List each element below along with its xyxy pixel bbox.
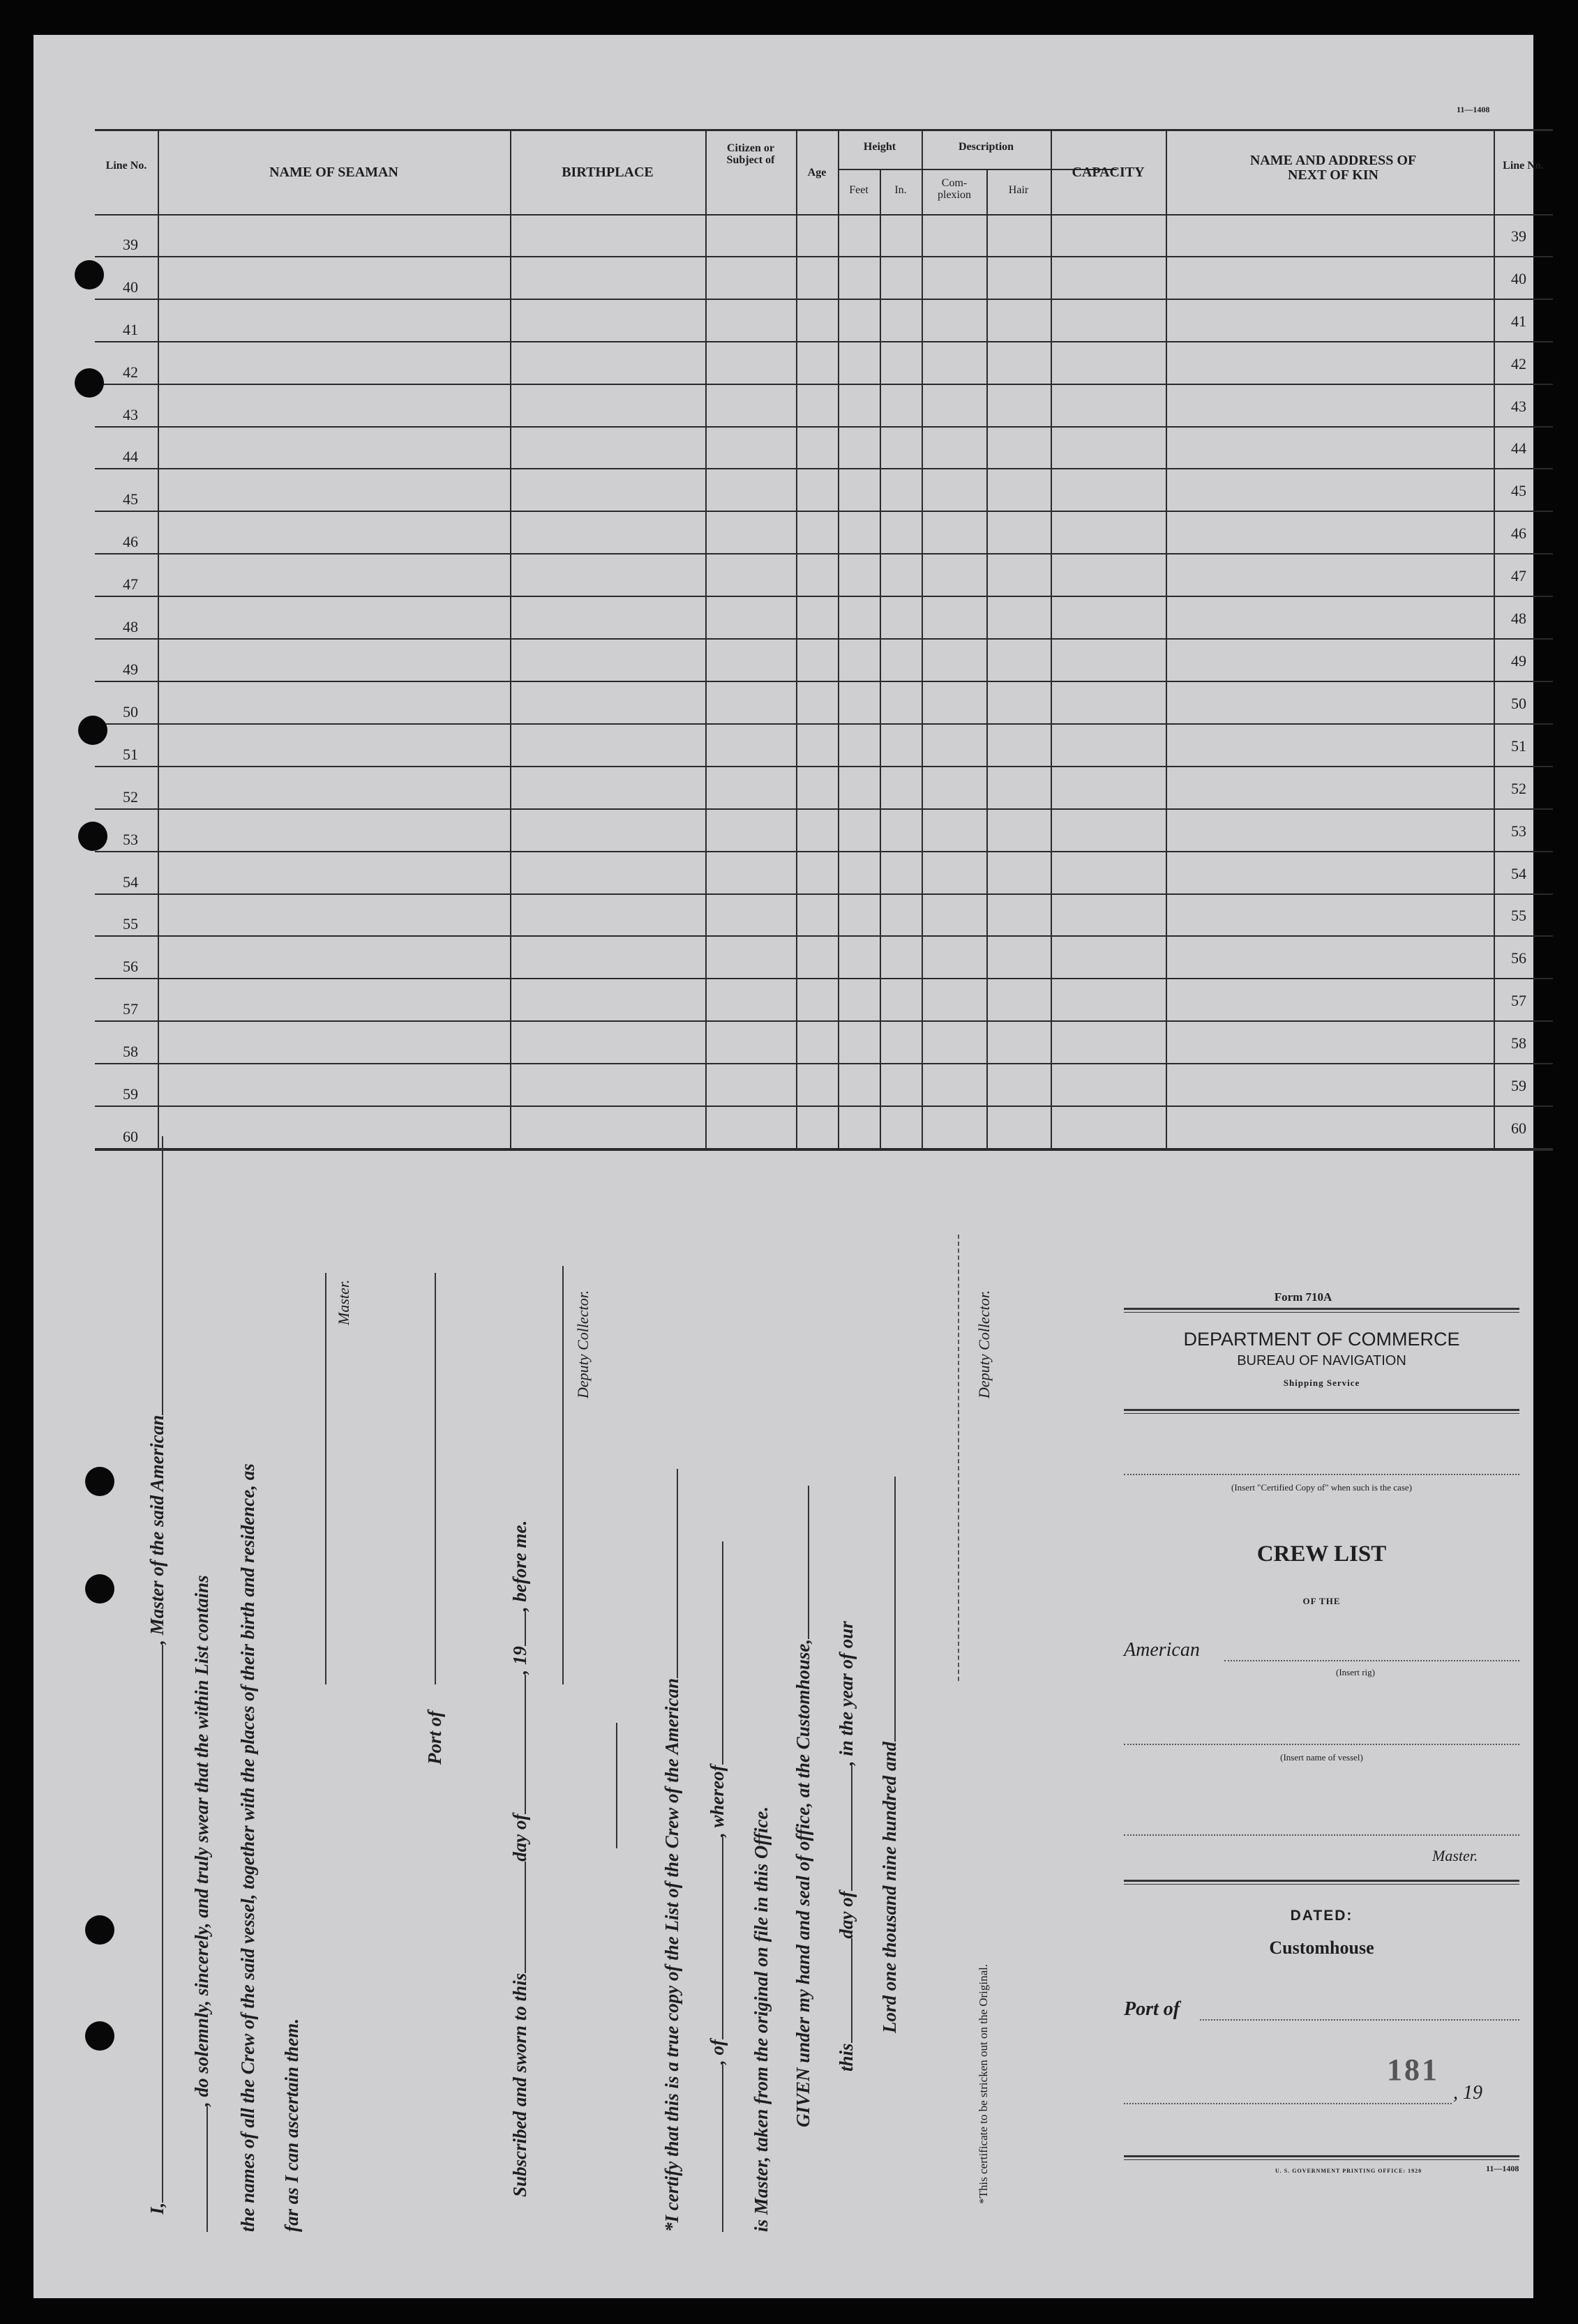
header-complexion: Com- plexion [938,177,971,201]
row-number-right: 47 [1511,567,1526,585]
vessel-name-blank[interactable] [1124,1744,1519,1745]
cert-master-blank[interactable] [722,1542,723,1765]
table-row [95,1106,1553,1107]
row-number-left: 44 [123,448,138,466]
row-number-left: 54 [123,873,138,891]
oath-line-1 [146,1136,168,2214]
form-number-top: 11—1408 [1457,105,1490,114]
vessel-name-blank[interactable] [206,2106,208,2232]
row-number-left: 46 [123,533,138,551]
cover-rule-mid [1124,1409,1519,1411]
cover-rule-lower-2 [1124,1884,1519,1885]
header-next-of-kin: NAME AND ADDRESS OF NEXT OF KIN [1249,153,1417,183]
cert-customhouse-blank[interactable] [808,1486,809,1639]
header-feet: Feet [849,184,869,196]
col-line [158,129,159,1151]
gpo-imprint: U. S. GOVERNMENT PRINTING OFFICE: 1920 [1275,2168,1422,2174]
cert-line-1 [661,1469,683,2232]
row-number-right: 51 [1511,737,1526,755]
subscribed-dayof: day of [509,1813,530,1862]
cover-rule-lower [1124,1880,1519,1882]
binder-hole [75,260,104,289]
table-row [95,299,1553,300]
cert-text-1: *I certify that this is a true copy of the List of the Crew of the American [661,1678,682,2232]
table-row [95,511,1553,512]
subscribed-text: Subscribed and sworn to this [509,1972,530,2197]
cert-year-of-our: , in the year of our [836,1621,857,1766]
cover-port-blank[interactable] [1200,2019,1519,2021]
row-number-left: 42 [123,363,138,381]
cover-port-of-label: Port of [1124,1998,1180,2020]
row-number-right: 54 [1511,864,1526,882]
table-row [95,341,1553,342]
table-row [95,681,1553,682]
port-of-label: Port of [424,1710,445,1765]
table-row [95,638,1553,640]
table-row [95,978,1553,979]
cert-vessel-blank[interactable] [677,1469,678,1678]
row-number-right: 55 [1511,907,1526,925]
row-number-left: 59 [123,1085,138,1103]
cert-rig-blank[interactable] [722,2065,723,2232]
binder-hole [85,1915,114,1945]
header-name-of-seaman: NAME OF SEAMAN [269,165,398,180]
binder-hole [78,716,107,745]
section-divider [616,1723,617,1848]
table-header-rule [95,214,1553,216]
table-row [95,1020,1553,1022]
row-number-left: 60 [123,1128,138,1145]
row-number-right: 60 [1511,1119,1526,1137]
deputy-collector-1: Deputy Collector. [574,1290,592,1398]
subscribed-19: , 19 [509,1646,530,1675]
table-row [95,935,1553,937]
row-number-left: 57 [123,1000,138,1018]
oath-i: I, [146,2202,167,2214]
col-line [986,169,988,1151]
row-number-right: 58 [1511,1034,1526,1052]
binder-hole [85,1574,114,1604]
cert-footnote: *This certificate to be stricken out on the Original. [977,1963,990,2204]
table-row [95,256,1553,257]
handwritten-stamp: 181 [1387,2053,1439,2087]
subscribed-sworn [509,1521,531,2197]
master-signature-line[interactable] [325,1273,326,1684]
header-inches: In. [894,184,907,196]
row-number-right: 53 [1511,822,1526,840]
cert-year-blank[interactable] [894,1477,896,1742]
row-number-left: 50 [123,702,138,720]
cover-rule-top-2 [1124,1312,1519,1313]
row-number-left: 53 [123,830,138,848]
cover-rule-bottom [1124,2155,1519,2157]
table-row [95,808,1553,810]
cert-line-3: is Master, taken from the original on file in this Office. [751,1806,772,2232]
row-number-right: 59 [1511,1077,1526,1095]
table-row [95,426,1553,428]
row-number-right: 43 [1511,397,1526,415]
header-height: Height [863,141,896,153]
cover-rule-top [1124,1308,1519,1310]
row-number-right: 57 [1511,992,1526,1010]
form-number-bottom: 11—1408 [1486,2164,1519,2173]
row-number-left: 55 [123,915,138,933]
bureau-of-navigation: BUREAU OF NAVIGATION [1237,1353,1406,1368]
deputy-collector-2: Deputy Collector. [975,1290,993,1398]
row-number-left: 47 [123,575,138,594]
header-birthplace: BIRTHPLACE [562,165,654,180]
cert-month-blank[interactable] [851,1765,852,1891]
form-number: Form 710A [1274,1290,1332,1304]
table-row [95,1063,1553,1064]
table-row [95,1148,1553,1149]
row-number-left: 56 [123,958,138,976]
oath-line-2 [191,1575,213,2232]
table-row [95,893,1553,895]
row-number-right: 46 [1511,525,1526,543]
cert-line-6 [879,1477,901,2033]
crew-list-title: CREW LIST [1256,1541,1387,1567]
row-number-right: 45 [1511,482,1526,500]
row-number-left: 52 [123,787,138,806]
cover-date-blank[interactable] [1124,2103,1452,2104]
row-number-left: 39 [123,235,138,253]
cover-year-19: , 19 [1453,2082,1482,2104]
binder-hole [85,2021,114,2051]
cert-lord: Lord one thousand nine hundred and [879,1742,900,2033]
binder-hole [75,368,104,398]
col-line [1051,129,1052,1151]
col-line [838,129,839,1151]
table-row [95,468,1553,469]
rig-blank[interactable] [1224,1660,1519,1661]
cert-day-of: day of [836,1891,857,1939]
cover-rule-bottom-2 [1124,2159,1519,2160]
col-line [880,169,881,1151]
binder-hole [85,1467,114,1496]
row-number-right: 40 [1511,269,1526,287]
row-number-left: 48 [123,618,138,636]
oath-master-of-american: , Master of the said American [146,1414,167,1645]
row-number-right: 39 [1511,227,1526,245]
department-of-commerce: DEPARTMENT OF COMMERCE [1183,1329,1460,1350]
cert-line-2 [707,1542,728,2233]
table-row [95,553,1553,554]
table-top-rule [95,129,1553,131]
header-line-no-right: Line No. [1503,160,1544,172]
subscribed-day-blank[interactable] [525,1862,526,1973]
deputy-signature-line-1[interactable] [562,1266,564,1684]
header-age: Age [807,167,827,179]
header-capacity: CAPACITY [1072,165,1145,180]
subscribed-before-me: , before me. [509,1520,530,1612]
master-label: Master. [1432,1847,1478,1864]
table-row [95,851,1553,852]
cert-of: , of [707,2039,728,2065]
row-number-right: 56 [1511,949,1526,967]
master-name-blank[interactable] [162,1645,163,2203]
port-of-line[interactable] [435,1273,436,1684]
row-number-right: 50 [1511,694,1526,712]
insert-certified-copy: (Insert "Certified Copy of" when such is the case) [1231,1482,1412,1493]
master-blank[interactable] [1124,1834,1519,1836]
binder-hole [78,822,107,851]
certified-copy-blank[interactable] [1124,1474,1519,1475]
cert-line-5 [836,1621,857,2072]
vessel-blank[interactable] [162,1136,163,1415]
oath-line-3: the names of all the Crew of the said vessel, together with the places of their birth and residence, as [237,1463,258,2232]
cert-given: GIVEN under my hand and seal of office, at the Customhouse, [792,1638,813,2127]
master-signature-label: Master. [335,1279,352,1325]
row-number-right: 41 [1511,312,1526,330]
table-row [95,384,1553,385]
customhouse-label: Customhouse [1269,1938,1374,1958]
table-row [95,723,1553,725]
row-number-right: 52 [1511,779,1526,797]
col-line [705,129,707,1151]
col-line [1166,129,1167,1151]
col-line [510,129,511,1151]
insert-rig: (Insert rig) [1336,1667,1375,1677]
row-number-right: 48 [1511,610,1526,628]
row-number-left: 41 [123,320,138,338]
col-line [1494,129,1495,1151]
deputy-signature-line-2[interactable] [958,1235,959,1681]
subscribed-year-blank[interactable] [525,1611,526,1646]
subscribed-month-blank[interactable] [525,1675,526,1814]
cert-line-4 [792,1486,814,2127]
insert-vessel-name: (Insert name of vessel) [1280,1752,1363,1763]
header-line-no: Line No. [105,160,147,172]
american-label: American [1124,1639,1200,1661]
cover-rule-mid-2 [1124,1413,1519,1414]
cert-day-blank[interactable] [851,1938,852,2043]
row-number-right: 49 [1511,652,1526,670]
of-the: OF THE [1302,1596,1341,1606]
cert-port-blank[interactable] [722,1837,723,2039]
cert-this: this [836,2043,857,2072]
oath-solemnly-swear: , do solemnly, sincerely, and truly swear that the within List contains [191,1575,212,2106]
row-number-left: 45 [123,490,138,508]
shipping-service: Shipping Service [1283,1378,1360,1388]
row-number-left: 40 [123,278,138,296]
crew-list-page [33,35,1544,2298]
header-citizen: Citizen or Subject of [726,142,775,166]
row-number-right: 44 [1511,439,1526,458]
row-number-right: 42 [1511,354,1526,372]
col-line [796,129,797,1151]
row-number-left: 58 [123,1043,138,1061]
cert-whereof: , whereof [707,1765,728,1837]
crew-table [95,129,1553,1154]
header-hair: Hair [1008,184,1029,196]
row-number-left: 51 [123,745,138,763]
oath-line-4: far as I can ascertain them. [281,2018,302,2232]
table-row [95,596,1553,597]
row-number-left: 43 [123,405,138,423]
dated-label: DATED: [1290,1908,1353,1924]
row-number-left: 49 [123,661,138,678]
table-row [95,766,1553,767]
col-line [922,129,923,1151]
header-description: Description [958,141,1014,153]
